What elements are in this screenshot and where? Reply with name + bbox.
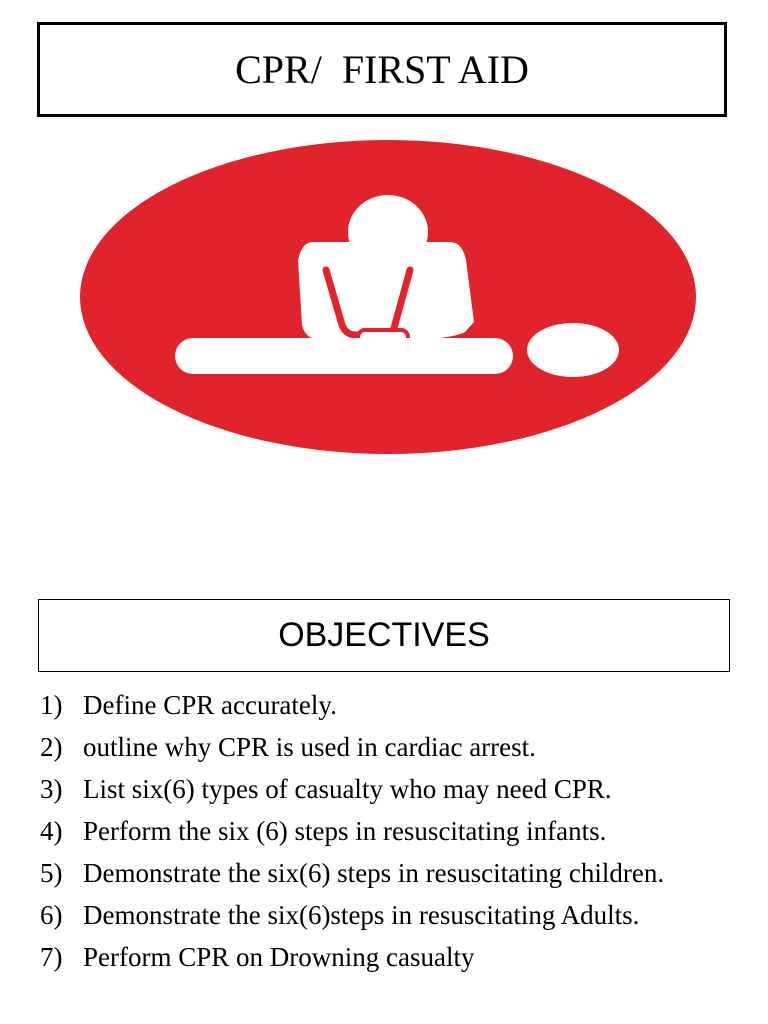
objectives-list xyxy=(40,688,740,982)
cpr-icon-patient-body xyxy=(175,338,513,374)
list-item: 5) Demonstrate the six(6) steps in resuscitating children. xyxy=(40,858,665,888)
list-item: 2) outline why CPR is used in cardiac arrest. xyxy=(40,732,536,762)
page-title: CPR/ FIRST AID xyxy=(235,47,529,92)
objectives-heading: OBJECTIVES xyxy=(278,616,490,654)
cpr-icon-patient-head xyxy=(527,323,619,377)
list-item: 7) Perform CPR on Drowning casualty xyxy=(40,942,475,972)
cpr-icon-rescuer-head xyxy=(348,195,428,269)
list-item: 1) Define CPR accurately. xyxy=(40,690,337,720)
objectives-heading-box xyxy=(38,599,730,672)
list-item: 6) Demonstrate the six(6)steps in resuscitating Adults. xyxy=(40,900,640,930)
cpr-icon xyxy=(80,140,700,458)
list-item: 4) Perform the six (6) steps in resuscitating infants. xyxy=(40,816,607,846)
title-box xyxy=(37,22,727,117)
list-item: 3) List six(6) types of casualty who may need CPR. xyxy=(40,774,612,804)
